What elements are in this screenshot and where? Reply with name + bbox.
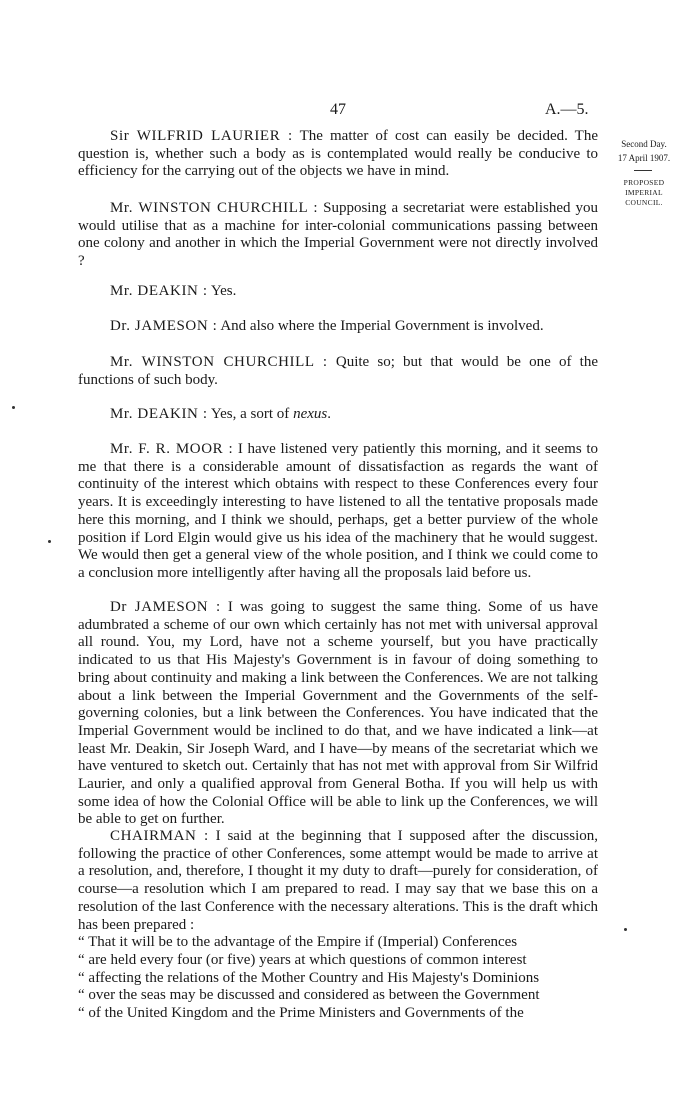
speech-text: Yes. xyxy=(207,283,237,299)
speaker-name: Mr. WINSTON CHURCHILL : xyxy=(110,200,319,216)
margin-topic-line: COUNCIL. xyxy=(625,198,663,207)
stray-mark xyxy=(12,406,15,409)
margin-topic-line: PROPOSED xyxy=(623,178,665,187)
paragraph-jameson xyxy=(78,599,598,829)
speaker-name: Dr JAMESON : xyxy=(110,599,221,615)
speaker-name: CHAIRMAN : xyxy=(110,828,209,844)
speech-text: Yes, a sort of xyxy=(207,406,294,422)
speaker-name: Mr. DEAKIN : xyxy=(110,406,208,422)
document-reference: A.—5. xyxy=(545,101,589,118)
paragraph-deakin xyxy=(78,283,598,301)
speech-text: I have listened very patiently this morning, and it seems to me that there is a considerable amount of dissatisfaction as regards the want of continuity of the interest which obtains with respect to these Conferences every four years. It is exceedingly interesting to have listened to all the tentative proposals made here this morning, and I think we should, perhaps, get a better purview of the whole position if Lord Elgin would give us his idea of the machinery that he would suggest. We would then get a general view of the whole position, and I think we could come to a conclusion more intelligently after having all the proposals laid before us. xyxy=(78,441,598,581)
margin-topic-note xyxy=(604,178,684,208)
margin-date-note: 17 April 1907. xyxy=(617,153,671,163)
paragraph-churchill xyxy=(78,200,598,271)
paragraph-churchill xyxy=(78,354,598,389)
speech-text: Quite so; but that would be one of the functions of such body. xyxy=(78,354,598,388)
margin-topic-line: IMPERIAL xyxy=(625,188,663,197)
paragraph-chairman xyxy=(78,828,598,1023)
speech-text: Supposing a secretariat were established you would utilise that as a machine for inter-colonial communications passing between one colony and another in which the Imperial Government were not directly involved ? xyxy=(78,200,598,270)
resolution-line: “ over the seas may be discussed and considered as between the Government xyxy=(78,987,540,1004)
page-number: 47 xyxy=(330,101,346,118)
speaker-name: Mr. F. R. MOOR : xyxy=(110,441,234,457)
emphasis-text: nexus xyxy=(293,406,328,422)
speech-text: And also where the Imperial Government is involved. xyxy=(217,318,544,334)
speaker-name: Sir WILFRID LAURIER : xyxy=(110,128,293,144)
speaker-name: Mr. WINSTON CHURCHILL : xyxy=(110,354,328,370)
resolution-line: “ affecting the relations of the Mother Country and His Majesty's Dominions xyxy=(78,969,540,986)
speech-text: I was going to suggest the same thing. Some of us have adumbrated a scheme of our own which certainly has not met with universal approval all round. You, my Lord, have not a scheme yourself, but you have practically indicated to us that His Majesty's Government is in favour of doing something to bring about continuity and making a link between the Conferences. We are not talking about a link between the Imperial Government and the Governments of the self-governing colonies, but a link between the Conferences. You have indicated that the Imperial Government would be inclined to do that, and we have indicated a link—at least Mr. Deakin, Sir Joseph Ward, and I have—by means of the secretariat which we have ventured to sketch out. Certainly that has not met with approval from Sir Wilfrid Laurier, and only a qualified approval from General Botha. If you will help us with some idea of how the Colonial Office will be able to link up the Conferences, we will be able to get on further. xyxy=(78,599,598,828)
resolution-line: “ are held every four (or five) years at which questions of common interest xyxy=(78,951,527,968)
paragraph-jameson xyxy=(78,318,598,336)
speech-text: The matter of cost can easily be decided. The question is, whether such a body as is contemplated would really be conducive to efficiency for the carrying out of the objects we have in mind. xyxy=(78,128,598,180)
paragraph-laurier xyxy=(78,128,598,181)
stray-mark xyxy=(48,540,51,543)
speech-text-end: . xyxy=(327,406,331,422)
resolution-line: “ of the United Kingdom and the Prime Ministers and Governments of the xyxy=(78,1005,524,1022)
resolution-line: “ That it will be to the advantage of the Empire if (Imperial) Conferences xyxy=(78,934,518,951)
speaker-name: Mr. DEAKIN : xyxy=(110,283,208,299)
paragraph-moor xyxy=(78,441,598,583)
paragraph-deakin xyxy=(78,406,598,424)
margin-day-note: Second Day. xyxy=(621,139,667,149)
stray-mark xyxy=(624,928,627,931)
speaker-name: Dr. JAMESON : xyxy=(110,318,218,334)
margin-divider xyxy=(634,170,652,171)
speech-text: I said at the beginning that I supposed after the discussion, following the practice of other Conferences, some attempt would be made to arrive at a resolution, and, therefore, I thought it my duty to draft—purely for consideration, of course—a resolution which I am prepared to read. I may say that we base this on a resolution of the last Conference with the necessary alterations. This is the draft which has been prepared : xyxy=(78,828,598,933)
